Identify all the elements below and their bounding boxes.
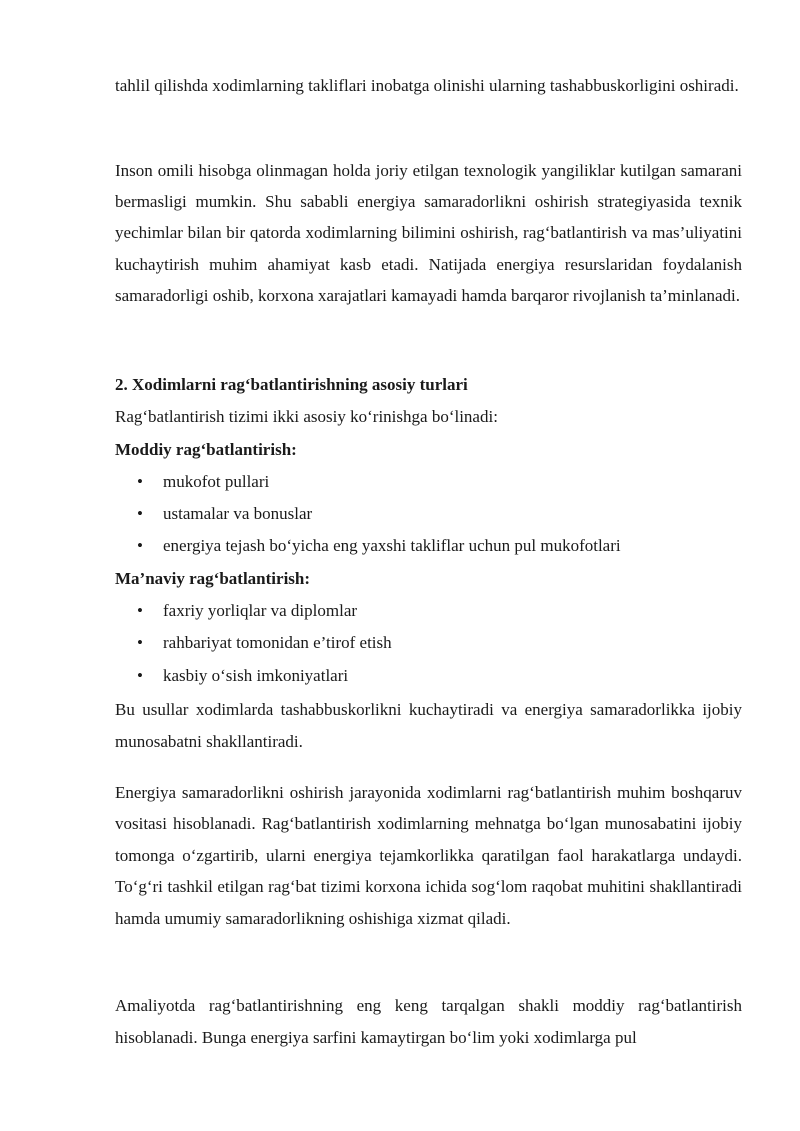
paragraph-practice: Amaliyotda rag‘batlantirishning eng keng tarqalgan shakli moddiy rag‘batlantirish hisoblanadi. Bunga energiya sarfini kamaytirgan bo‘lim yoki xodimlarga pul bbox=[115, 996, 742, 1047]
list-item-text: ustamalar va bonuslar bbox=[163, 504, 313, 524]
section-heading: 2. Xodimlarni rag‘batlantirishning asosiy turlari bbox=[115, 375, 468, 394]
list-item-text: faxriy yorliqlar va diplomlar bbox=[163, 601, 358, 621]
list-item-text: mukofot pullari bbox=[163, 471, 270, 491]
section-motivation-types bbox=[115, 369, 742, 692]
section-intro: Rag‘batlantirish tizimi ikki asosiy ko‘rinishga bo‘linadi: bbox=[115, 407, 498, 427]
bullet-icon: • bbox=[137, 504, 143, 524]
paragraph-human-factor: Inson omili hisobga olinmagan holda joriy etilgan texnologik yangiliklar kutilgan samarani bermasligi mumkin. Shu sababli energiya samaradorlikni oshirish strategiyasida texnik yechimlar bilan bir qatorda xodimlarning bilimini oshirish, rag‘batlantirish va mas’uliyatini kuchaytirish muhim ahamiyat kasb etadi. Natijada energiya resurslaridan foydalanish samaradorligi oshib, korxona xarajatlari kamayadi hamda barqaror rivojlanish ta’minlanadi. bbox=[115, 161, 742, 305]
list-item bbox=[115, 530, 742, 562]
paragraph-methods-effect: Bu usullar xodimlarda tashabbuskorlikni kuchaytiradi va energiya samaradorlikka ijobiy munosabatni shakllantiradi. bbox=[115, 700, 742, 751]
paragraph-continuation: tahlil qilishda xodimlarning takliflari inobatga olinishi ularning tashabbuskorligini oshiradi. bbox=[115, 76, 739, 95]
list-item-text: rahbariyat tomonidan e’tirof etish bbox=[163, 633, 392, 653]
list-item-text: kasbiy o‘sish imkoniyatlari bbox=[163, 665, 349, 685]
material-motivation-title: Moddiy rag‘batlantirish: bbox=[115, 439, 297, 459]
list-item-text: energiya tejash bo‘yicha eng yaxshi takliflar uchun pul mukofotlari bbox=[163, 536, 621, 556]
moral-motivation-title: Ma’naviy rag‘batlantirish: bbox=[115, 568, 311, 588]
paragraph-management-tool: Energiya samaradorlikni oshirish jarayonida xodimlarni rag‘batlantirish muhim boshqaruv vositasi hisoblanadi. Rag‘batlantirish xodimlarning mehnatga bo‘lgan munosabatini ijobiy tomonga o‘zgartirib, ularni energiya tejamkorlikka qaratilgan faol harakatlarga undaydi. To‘g‘ri tashkil etilgan rag‘bat tizimi korxona ichida sog‘lom raqobat muhitini shakllantiradi hamda umumiy samaradorlikning oshishiga xizmat qiladi. bbox=[115, 783, 742, 928]
list-item bbox=[115, 627, 742, 659]
moral-motivation-list bbox=[115, 595, 742, 692]
list-item bbox=[115, 660, 742, 692]
list-item bbox=[115, 466, 742, 498]
list-item bbox=[115, 498, 742, 530]
bullet-icon: • bbox=[137, 471, 143, 491]
bullet-icon: • bbox=[137, 665, 143, 685]
material-motivation-list bbox=[115, 466, 742, 563]
bullet-icon: • bbox=[137, 536, 143, 556]
bullet-icon: • bbox=[137, 601, 143, 621]
list-item bbox=[115, 595, 742, 627]
bullet-icon: • bbox=[137, 633, 143, 653]
